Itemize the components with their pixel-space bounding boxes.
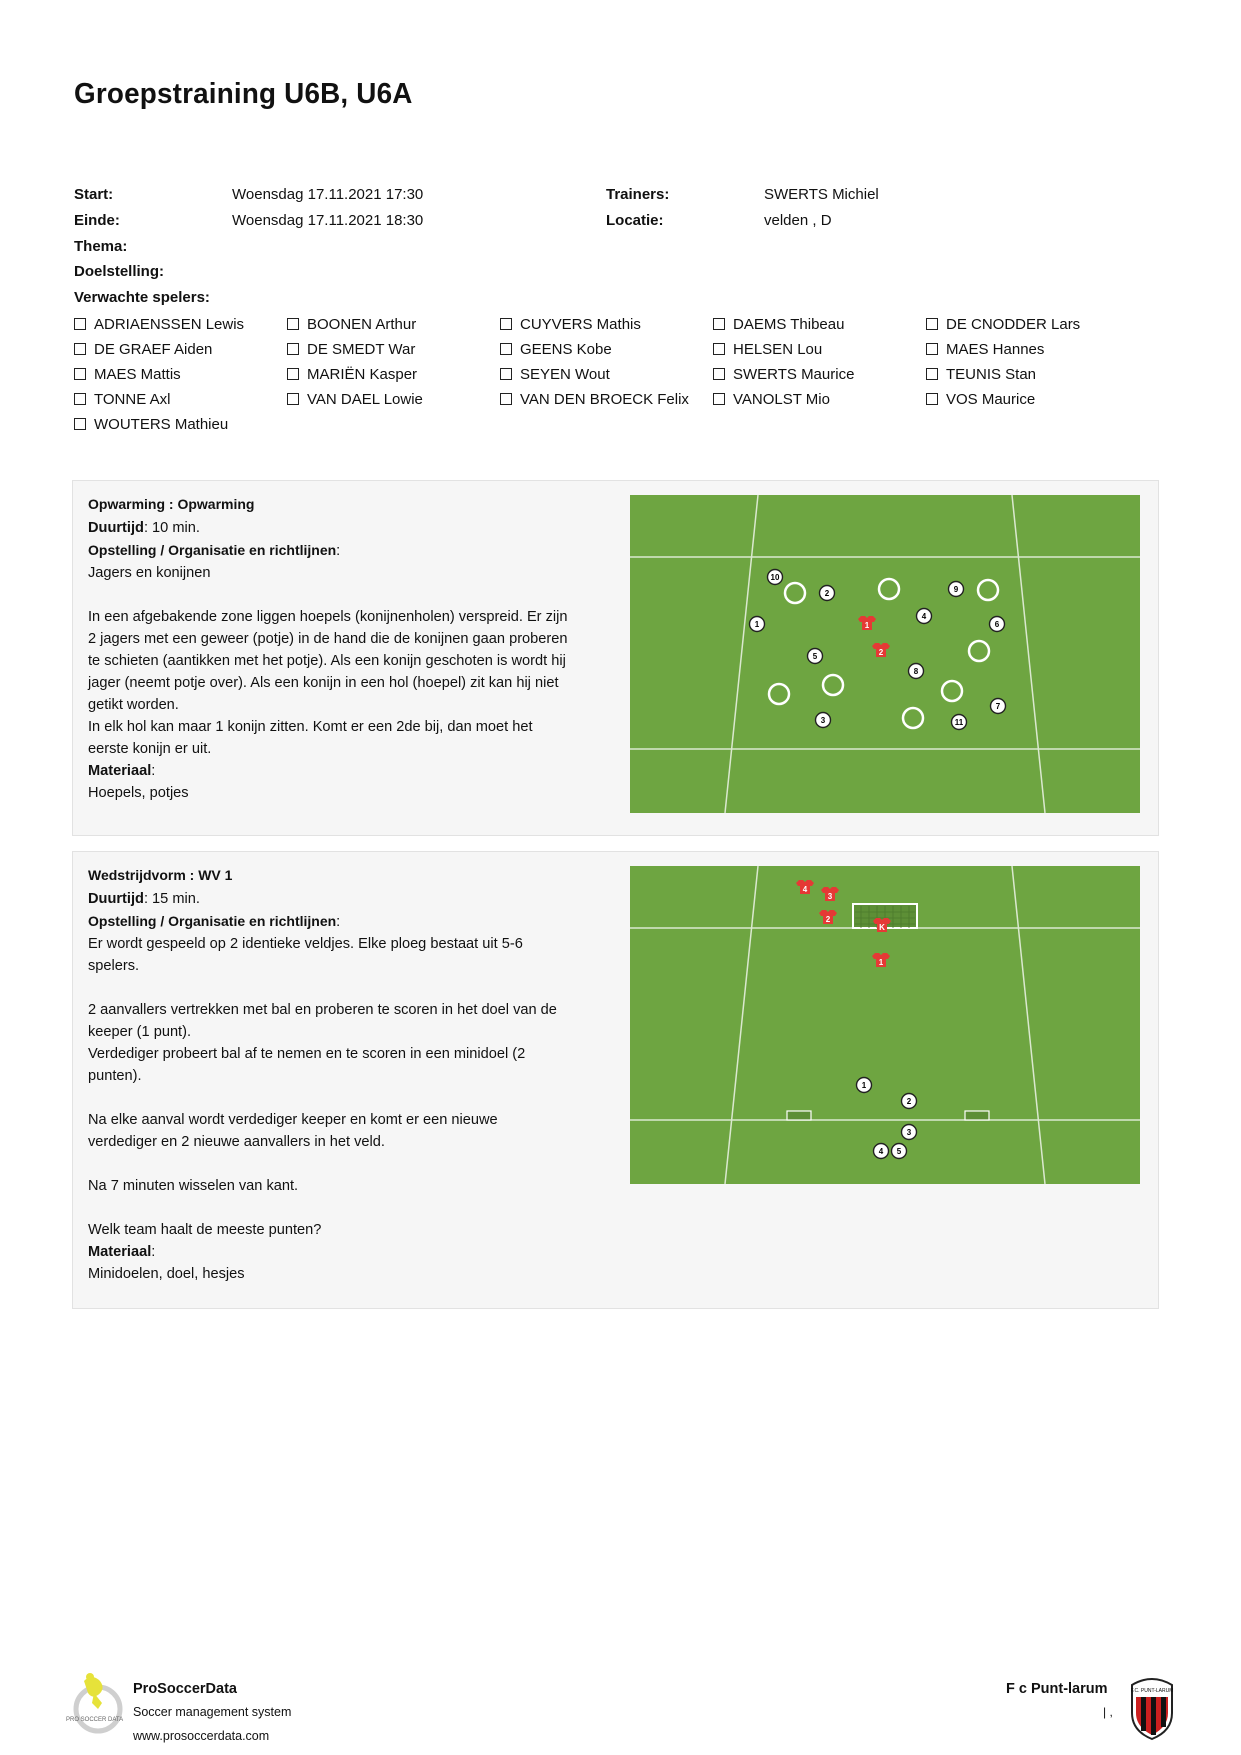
player-name: TEUNIS Stan bbox=[946, 366, 1037, 383]
goal-label: Doelstelling: bbox=[74, 263, 165, 280]
player-name: MAES Mattis bbox=[94, 366, 181, 383]
checkbox[interactable] bbox=[287, 368, 299, 380]
trainers-value: SWERTS Michiel bbox=[764, 186, 879, 203]
description-line: Na 7 minuten wisselen van kant. bbox=[88, 1178, 299, 1194]
setup-label: Opstelling / Organisatie en richtlijnen bbox=[88, 542, 337, 558]
player-name: CUYVERS Mathis bbox=[520, 316, 641, 333]
description-line: Er wordt gespeeld op 2 identieke veldjes. Elke ploeg bestaat uit 5-6 bbox=[88, 936, 523, 952]
player-name: TONNE Axl bbox=[94, 391, 171, 408]
player-marker bbox=[952, 715, 967, 730]
end-label: Einde: bbox=[74, 212, 120, 229]
player-marker bbox=[768, 570, 783, 585]
duration-value: : 10 min. bbox=[143, 520, 200, 536]
description-line: getikt worden. bbox=[88, 697, 179, 713]
checkbox[interactable] bbox=[74, 318, 86, 330]
minigoal-icon bbox=[787, 1111, 811, 1120]
logo-text: PRO SOCCER DATA bbox=[66, 1717, 124, 1723]
material-value: Hoepels, potjes bbox=[88, 785, 189, 801]
player-number: 2 bbox=[824, 589, 830, 598]
player-name: DE GRAEF Aiden bbox=[94, 341, 213, 358]
club-subtext: | , bbox=[1103, 1705, 1113, 1719]
description-line: spelers. bbox=[88, 958, 140, 974]
end-value: Woensdag 17.11.2021 18:30 bbox=[232, 212, 424, 229]
player-name: MAES Hannes bbox=[946, 341, 1045, 358]
player-item[interactable] bbox=[74, 391, 170, 408]
player-item[interactable] bbox=[74, 341, 212, 358]
location-value: velden , D bbox=[764, 212, 832, 229]
player-number: 8 bbox=[913, 667, 919, 676]
player-number: 4 bbox=[921, 612, 927, 621]
duration-label: Duurtijd bbox=[88, 520, 144, 536]
player-marker bbox=[902, 1094, 917, 1109]
description-line bbox=[88, 1153, 608, 1175]
player-marker bbox=[808, 649, 823, 664]
player-item[interactable] bbox=[713, 341, 822, 358]
description-line: In een afgebakende zone liggen hoepels (konijnenholen) verspreid. Er zijn bbox=[88, 609, 568, 625]
description-line bbox=[88, 977, 608, 999]
page-title: Groepstraining U6B, U6A bbox=[74, 78, 413, 110]
material-label: Materiaal bbox=[88, 1244, 152, 1260]
player-item[interactable] bbox=[74, 416, 228, 433]
description-line bbox=[88, 1087, 608, 1109]
players-label: Verwachte spelers: bbox=[74, 289, 210, 306]
player-item[interactable] bbox=[500, 341, 612, 358]
player-item[interactable] bbox=[500, 366, 610, 383]
player-item[interactable] bbox=[287, 391, 423, 408]
player-item[interactable] bbox=[926, 391, 1035, 408]
exercise-header: Wedstrijdvorm : WV 1 bbox=[88, 867, 233, 883]
player-item[interactable] bbox=[926, 341, 1044, 358]
checkbox[interactable] bbox=[926, 393, 938, 405]
player-number: 3 bbox=[820, 716, 826, 725]
player-name: ADRIAENSSEN Lewis bbox=[94, 316, 245, 333]
player-name: MARIËN Kasper bbox=[307, 366, 418, 383]
checkbox[interactable] bbox=[926, 343, 938, 355]
checkbox[interactable] bbox=[500, 393, 512, 405]
player-name: BOONEN Arthur bbox=[307, 316, 417, 333]
description-line: In elk hol kan maar 1 konijn zitten. Komt er een 2de bij, dan moet het bbox=[88, 719, 533, 735]
player-marker bbox=[750, 617, 765, 632]
description-line: 2 jagers met een geweer (potje) in de hand die de konijnen gaan proberen bbox=[88, 631, 568, 647]
player-item[interactable] bbox=[287, 341, 415, 358]
footer-url[interactable]: www.prosoccerdata.com bbox=[133, 1729, 270, 1743]
player-item[interactable] bbox=[74, 316, 244, 333]
description-line: verdediger en 2 nieuwe aanvallers in het veld. bbox=[88, 1134, 385, 1150]
player-name: SEYEN Wout bbox=[520, 366, 610, 383]
checkbox[interactable] bbox=[713, 368, 725, 380]
club-crest-text: F.C. PUNT-LARUM bbox=[1130, 1688, 1174, 1694]
checkbox[interactable] bbox=[500, 368, 512, 380]
player-item[interactable] bbox=[74, 366, 181, 383]
player-item[interactable] bbox=[287, 316, 416, 333]
description-line: Jagers en konijnen bbox=[88, 565, 211, 581]
theme-label: Thema: bbox=[74, 238, 128, 255]
player-number: 11 bbox=[954, 718, 964, 727]
player-number: K bbox=[879, 923, 885, 932]
player-marker bbox=[909, 664, 924, 679]
player-number: 1 bbox=[878, 958, 884, 967]
minigoal-icon bbox=[965, 1111, 989, 1120]
checkbox[interactable] bbox=[500, 318, 512, 330]
description-line bbox=[88, 1197, 608, 1219]
checkbox[interactable] bbox=[713, 318, 725, 330]
exercise-header: Opwarming : Opwarming bbox=[88, 496, 255, 512]
player-marker bbox=[892, 1144, 907, 1159]
checkbox[interactable] bbox=[287, 318, 299, 330]
player-name: DAEMS Thibeau bbox=[733, 316, 845, 333]
pitch-diagram-match bbox=[630, 866, 1140, 1184]
checkbox[interactable] bbox=[926, 368, 938, 380]
duration-label: Duurtijd bbox=[88, 891, 144, 907]
player-name: HELSEN Lou bbox=[733, 341, 823, 358]
material-value: Minidoelen, doel, hesjes bbox=[88, 1266, 245, 1282]
player-name: WOUTERS Mathieu bbox=[94, 416, 229, 433]
player-name: GEENS Kobe bbox=[520, 341, 612, 358]
player-name: VAN DAEL Lowie bbox=[307, 391, 423, 408]
player-marker bbox=[990, 617, 1005, 632]
description-line: Welk team haalt de meeste punten? bbox=[88, 1222, 322, 1238]
exercise-description bbox=[88, 562, 608, 760]
player-number: 6 bbox=[994, 620, 1000, 629]
club-name: F c Punt-larum bbox=[1006, 1681, 1108, 1697]
player-number: 2 bbox=[878, 648, 884, 657]
player-item[interactable] bbox=[713, 391, 830, 408]
player-marker bbox=[917, 609, 932, 624]
checkbox[interactable] bbox=[74, 343, 86, 355]
description-line: Na elke aanval wordt verdediger keeper en komt er een nieuwe bbox=[88, 1112, 498, 1128]
description-line: 2 aanvallers vertrekken met bal en proberen te scoren in het doel van de bbox=[88, 1002, 557, 1018]
player-name: DE CNODDER Lars bbox=[946, 316, 1081, 333]
exercise-description bbox=[88, 933, 608, 1241]
checkbox[interactable] bbox=[287, 343, 299, 355]
player-marker bbox=[902, 1125, 917, 1140]
player-number: 3 bbox=[906, 1128, 912, 1137]
club-crest-icon bbox=[1128, 1675, 1176, 1741]
player-number: 1 bbox=[861, 1081, 867, 1090]
player-name: VOS Maurice bbox=[946, 391, 1036, 408]
player-number: 2 bbox=[825, 915, 831, 924]
player-marker bbox=[816, 713, 831, 728]
duration-value: : 15 min. bbox=[143, 891, 200, 907]
player-marker bbox=[874, 1144, 889, 1159]
player-item[interactable] bbox=[500, 391, 689, 408]
description-line: Verdediger probeert bal af te nemen en te scoren in een minidoel (2 bbox=[88, 1046, 526, 1062]
prosoccerdata-logo bbox=[64, 1671, 126, 1741]
location-label: Locatie: bbox=[606, 212, 664, 229]
start-value: Woensdag 17.11.2021 17:30 bbox=[232, 186, 424, 203]
material-label: Materiaal bbox=[88, 763, 152, 779]
player-number: 4 bbox=[878, 1147, 884, 1156]
setup-label: Opstelling / Organisatie en richtlijnen bbox=[88, 913, 337, 929]
player-item[interactable] bbox=[500, 316, 641, 333]
checkbox[interactable] bbox=[74, 393, 86, 405]
checkbox[interactable] bbox=[713, 393, 725, 405]
exercise-panel-warmup bbox=[72, 480, 1159, 836]
checkbox[interactable] bbox=[713, 343, 725, 355]
player-name: DE SMEDT War bbox=[307, 341, 416, 358]
player-number: 4 bbox=[802, 885, 808, 894]
player-number: 2 bbox=[906, 1097, 912, 1106]
description-line: jager (neemt potje over). Als een konijn in een hol (hoepel) zit kan hij niet bbox=[88, 675, 559, 691]
player-marker bbox=[991, 699, 1006, 714]
player-number: 9 bbox=[953, 585, 959, 594]
player-item[interactable] bbox=[926, 366, 1036, 383]
footer-brand: ProSoccerData bbox=[133, 1681, 237, 1697]
player-number: 7 bbox=[995, 702, 1001, 711]
checkbox[interactable] bbox=[74, 418, 86, 430]
description-line: keeper (1 punt). bbox=[88, 1024, 192, 1040]
description-line bbox=[88, 584, 608, 606]
player-item[interactable] bbox=[713, 316, 844, 333]
player-name: SWERTS Maurice bbox=[733, 366, 855, 383]
start-label: Start: bbox=[74, 186, 114, 203]
player-number: 1 bbox=[754, 620, 760, 629]
player-item[interactable] bbox=[713, 366, 854, 383]
description-line: eerste konijn er uit. bbox=[88, 741, 212, 757]
player-item[interactable] bbox=[926, 316, 1080, 333]
player-name: VANOLST Mio bbox=[733, 391, 830, 408]
trainers-label: Trainers: bbox=[606, 186, 670, 203]
checkbox[interactable] bbox=[287, 393, 299, 405]
player-item[interactable] bbox=[287, 366, 417, 383]
player-number: 10 bbox=[770, 573, 780, 582]
description-line: punten). bbox=[88, 1068, 142, 1084]
checkbox[interactable] bbox=[500, 343, 512, 355]
footer-tagline: Soccer management system bbox=[133, 1705, 292, 1719]
exercise-text: Opwarming : Opwarming Duurtijd: 10 min. Opstelling / Organisatie en richtlijnen: Jagers en konijnen In een afgebakende zone liggen hoepels (konijnenholen) verspreid. Er zijn 2 jagers met een geweer (potje) in de hand die de konijnen gaan proberen te schieten (aantikken met het potje). Als een konijn geschoten is wordt hij jager (neemt potje over). Als een konijn in een hol (hoepel) zit kan hij niet getikt worden. In elk hol kan maar 1 konijn zitten. Komt er een 2de bij, dan moet het eerste konijn er uit. Materiaal: Hoepels, potjes bbox=[88, 493, 608, 804]
pitch-diagram-warmup bbox=[630, 495, 1140, 813]
player-marker bbox=[949, 582, 964, 597]
exercise-panel-match bbox=[72, 851, 1159, 1309]
player-name: VAN DEN BROECK Felix bbox=[520, 391, 689, 408]
checkbox[interactable] bbox=[74, 368, 86, 380]
player-number: 3 bbox=[827, 892, 833, 901]
description-line: te schieten (aantikken met het potje). Als een konijn geschoten is wordt hij bbox=[88, 653, 566, 669]
player-number: 1 bbox=[864, 621, 870, 630]
exercise-text: Wedstrijdvorm : WV 1 Duurtijd: 15 min. Opstelling / Organisatie en richtlijnen: Er wordt gespeeld op 2 identieke veldjes. Elke ploeg bestaat uit 5-6 spelers. 2 aanvallers vertrekken met bal en proberen te scoren in het doel van de keeper (1 punt). Verdediger probeert bal af te nemen en te scoren in een minidoel (2 punten). Na elke aanval wordt verdediger keeper en komt er een nieuwe verdediger en 2 nieuwe aanvallers in het veld. Na 7 minuten wisselen van kant. Welk team haalt de meeste punten? Materiaal: Minidoelen, doel, hesjes bbox=[88, 864, 608, 1285]
player-marker bbox=[857, 1078, 872, 1093]
player-number: 5 bbox=[812, 652, 818, 661]
player-number: 5 bbox=[896, 1147, 902, 1156]
checkbox[interactable] bbox=[926, 318, 938, 330]
player-marker bbox=[820, 586, 835, 601]
